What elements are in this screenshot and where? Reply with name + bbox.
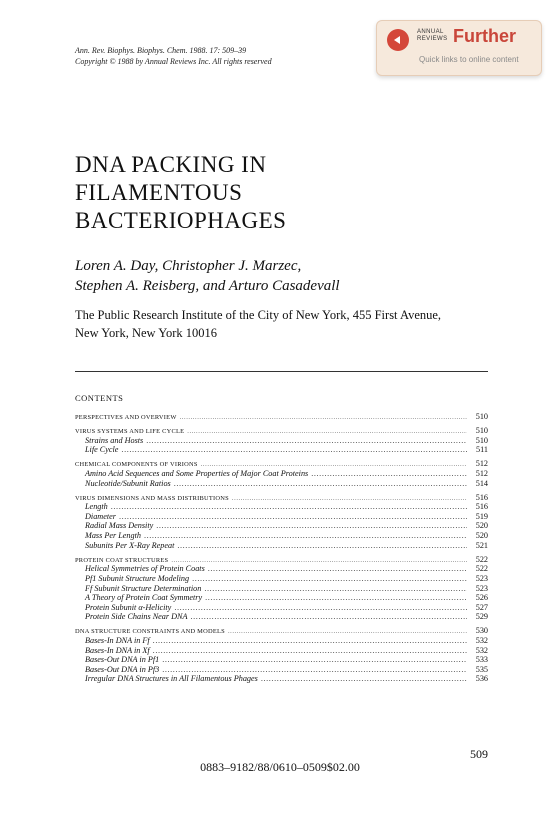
toc-page-number: 510 [475, 435, 488, 445]
banner-tagline[interactable]: Quick links to online content [419, 55, 519, 64]
toc-page-number: 522 [475, 564, 488, 574]
toc-entry-label: Length [85, 502, 108, 512]
toc-entry-label: Bases-Out DNA in Pf3 [85, 664, 160, 674]
contents-heading: CONTENTS [75, 393, 124, 403]
annual-reviews-logo-text: ANNUAL REVIEWS [417, 29, 448, 42]
toc-section-entry[interactable] [75, 459, 488, 469]
divider [75, 371, 488, 372]
toc-page-number: 532 [475, 635, 488, 645]
toc-subsection-entry[interactable] [75, 521, 488, 531]
toc-subsection-entry[interactable] [75, 574, 488, 584]
toc-subsection-entry[interactable] [75, 584, 488, 594]
toc-subsection-entry[interactable] [75, 531, 488, 541]
toc-leader-dots [144, 531, 467, 541]
toc-subsection-entry[interactable] [75, 512, 488, 522]
toc-page-number: 532 [475, 645, 488, 655]
toc-page-number: 529 [475, 612, 488, 622]
affiliation-line-1: The Public Research Institute of the City of New York, 455 First Avenue, [75, 308, 442, 322]
toc-subsection-entry[interactable] [75, 445, 488, 455]
toc-subsection-entry[interactable] [75, 564, 488, 574]
toc-entry-label: Protein Side Chains Near DNA [85, 612, 188, 622]
toc-page-number: 519 [475, 511, 488, 521]
title-line-3: BACTERIOPHAGES [75, 208, 287, 233]
toc-entry-label: Irregular DNA Structures in All Filamentous Phages [85, 674, 258, 684]
toc-leader-dots [121, 445, 467, 455]
toc-leader-dots [174, 603, 467, 613]
toc-leader-dots [146, 436, 467, 446]
play-arrow-icon [387, 29, 409, 51]
toc-entry-label: VIRUS DIMENSIONS AND MASS DISTRIBUTIONS [75, 494, 229, 502]
further-brand: Further [453, 26, 516, 46]
toc-leader-dots [192, 574, 467, 584]
toc-page-number: 530 [475, 626, 488, 636]
toc-page-number: 523 [475, 583, 488, 593]
toc-page-number: 520 [475, 521, 488, 531]
toc-page-number: 521 [475, 540, 488, 550]
toc-entry-label: Diameter [85, 511, 116, 521]
toc-subsection-entry[interactable] [75, 479, 488, 489]
toc-leader-dots [156, 521, 467, 531]
toc-page-number: 536 [475, 674, 488, 684]
toc-page-number: 514 [475, 478, 488, 488]
toc-page-number: 527 [475, 602, 488, 612]
toc-leader-dots [174, 479, 467, 489]
toc-page-number: 522 [475, 554, 488, 564]
page-number: 509 [470, 747, 488, 761]
toc-leader-dots [208, 564, 467, 574]
toc-subsection-entry[interactable] [75, 541, 488, 551]
author-list [75, 256, 340, 296]
toc-page-number: 512 [475, 468, 488, 478]
toc-entry-label: Pf1 Subunit Structure Modeling [85, 573, 190, 583]
toc-subsection-entry[interactable] [75, 502, 488, 512]
toc-subsection-entry[interactable] [75, 603, 488, 613]
toc-entry-label: Mass Per Length [85, 531, 141, 541]
title-line-2: FILAMENTOUS [75, 180, 243, 205]
article-title [75, 151, 286, 235]
toc-subsection-entry[interactable] [75, 655, 488, 665]
toc-leader-dots [311, 469, 467, 479]
toc-page-number: 512 [475, 459, 488, 469]
toc-entry-label: A Theory of Protein Coat Symmetry [85, 593, 203, 603]
toc-subsection-entry[interactable] [75, 636, 488, 646]
toc-entry-label: Amino Acid Sequences and Some Properties of Major Coat Proteins [85, 468, 309, 478]
toc-entry-label: PERSPECTIVES AND OVERVIEW [75, 414, 177, 421]
toc-entry-label: Radial Mass Density [85, 521, 154, 531]
toc-subsection-entry[interactable] [75, 469, 488, 479]
toc-entry-label: Strains and Hosts [85, 435, 144, 445]
toc-entry-label: Helical Symmetries of Protein Coats [85, 564, 205, 574]
toc-leader-dots [119, 512, 467, 522]
toc-entry-label: Subunits Per X-Ray Repeat [85, 540, 175, 550]
toc-leader-dots [153, 636, 467, 646]
toc-entry-label: Bases-Out DNA in Pf1 [85, 655, 160, 665]
affiliation-line-2: New York, New York 10016 [75, 326, 218, 340]
affiliation [75, 306, 441, 342]
toc-section-entry[interactable] [75, 626, 488, 636]
toc-leader-dots [191, 612, 468, 622]
toc-page-number: 510 [475, 426, 488, 436]
toc-leader-dots [261, 674, 467, 684]
toc-entry-label: Protein Subunit α-Helicity [85, 602, 172, 612]
citation-line-1: Ann. Rev. Biophys. Biophys. Chem. 1988. 17: 509–39 [75, 46, 247, 55]
toc-page-number: 516 [475, 492, 488, 502]
toc-entry-label: Bases-In DNA in Xf [85, 645, 150, 655]
toc-leader-dots [111, 502, 467, 512]
toc-entry-label: CHEMICAL COMPONENTS OF VIRIONS [75, 461, 198, 469]
toc-section-entry[interactable] [75, 493, 488, 503]
toc-section-entry[interactable] [75, 412, 488, 422]
toc-page-number: 526 [475, 593, 488, 603]
toc-page-number: 520 [475, 531, 488, 541]
toc-leader-dots [177, 541, 467, 551]
toc-section-entry[interactable] [75, 555, 488, 565]
toc-entry-label: Ff Subunit Structure Determination [85, 583, 202, 593]
toc-entry-label: DNA STRUCTURE CONSTRAINTS AND MODELS [75, 628, 225, 636]
toc-entry-label: Bases-In DNA in Ff [85, 635, 150, 645]
toc-entry-label: Life Cycle [85, 445, 119, 455]
toc-subsection-entry[interactable] [75, 674, 488, 684]
toc-leader-dots [153, 646, 467, 656]
toc-subsection-entry[interactable] [75, 646, 488, 656]
toc-leader-dots [205, 593, 467, 603]
authors-line-1: Loren A. Day, Christopher J. Marzec, [75, 258, 302, 274]
journal-citation [75, 45, 272, 67]
toc-leader-dots [162, 655, 467, 665]
toc-page-number: 516 [475, 502, 488, 512]
title-line-1: DNA PACKING IN [75, 152, 267, 177]
toc-page-number: 535 [475, 664, 488, 674]
toc-subsection-entry[interactable] [75, 593, 488, 603]
toc-section-entry[interactable] [75, 426, 488, 436]
toc-subsection-entry[interactable] [75, 612, 488, 622]
table-of-contents [75, 412, 488, 684]
toc-page-number: 523 [475, 573, 488, 583]
toc-leader-dots [162, 665, 467, 675]
toc-leader-dots [180, 413, 467, 423]
footer-code: 0883–9182/88/0610–0509$02.00 [200, 760, 360, 774]
toc-entry-label: PROTEIN COAT STRUCTURES [75, 556, 169, 564]
authors-line-2: Stephen A. Reisberg, and Arturo Casadevall [75, 278, 340, 294]
toc-entry-label: Nucleotide/Subunit Ratios [85, 478, 171, 488]
toc-page-number: 511 [476, 445, 488, 455]
citation-line-2: Copyright © 1988 by Annual Reviews Inc. All rights reserved [75, 57, 272, 66]
toc-subsection-entry[interactable] [75, 665, 488, 675]
toc-page-number: 510 [475, 412, 488, 421]
toc-page-number: 533 [475, 655, 488, 665]
toc-leader-dots [204, 584, 467, 594]
toc-subsection-entry[interactable] [75, 436, 488, 446]
further-banner[interactable] [376, 20, 542, 76]
toc-entry-label: VIRUS SYSTEMS AND LIFE CYCLE [75, 428, 185, 436]
